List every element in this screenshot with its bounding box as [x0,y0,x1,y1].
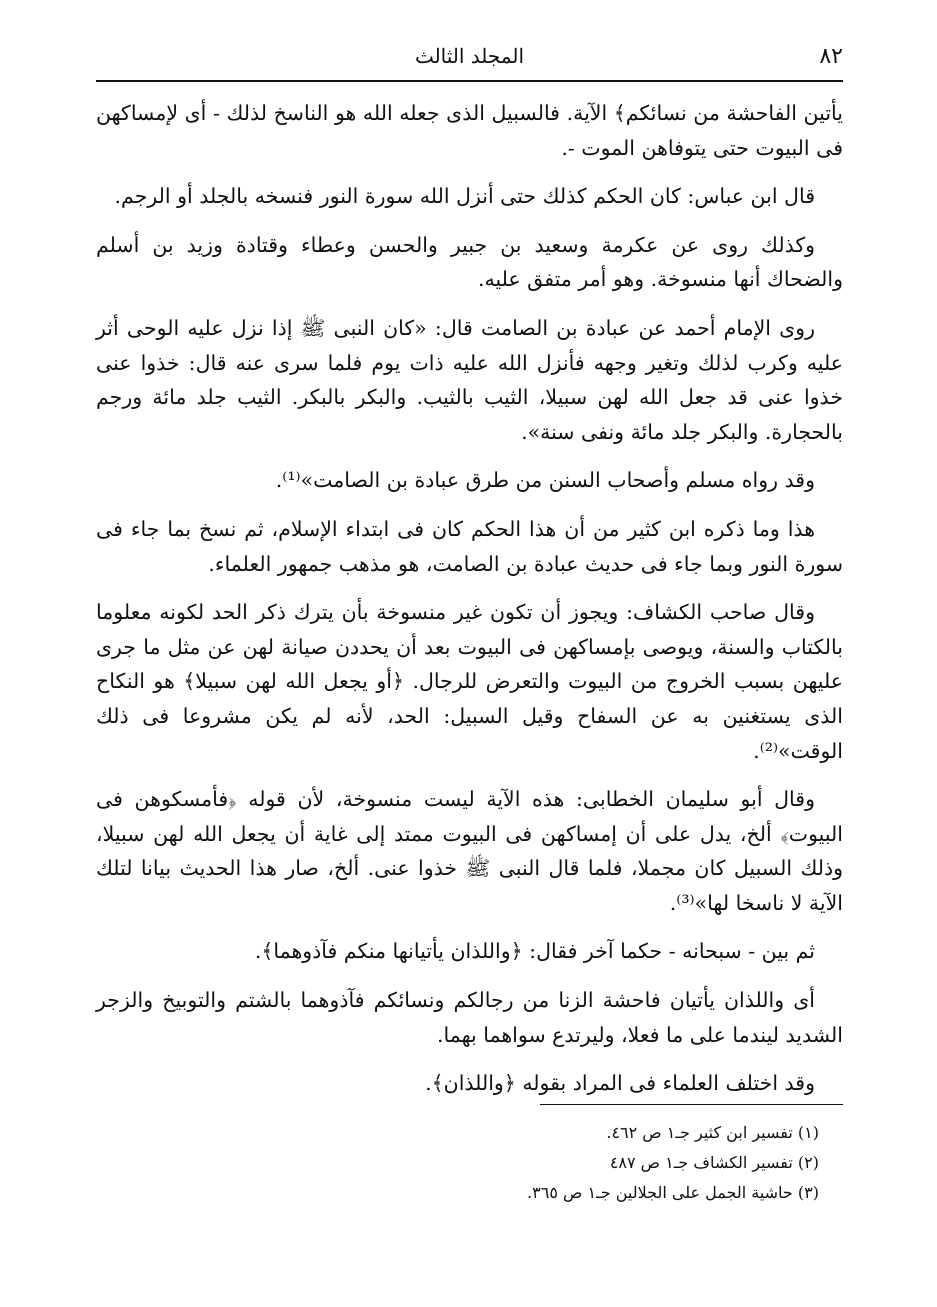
header-rule [96,80,843,82]
paragraph: روى الإمام أحمد عن عبادة بن الصامت قال: «كان النبى ﷺ إذا نزل عليه الوحى أثر عليه وكرب لذلك وتغير وجهه فأنزل الله عليه ذات يوم فلما سرى عنه قال: خذوا عنى خذوا عنى قد جعل الله لهن سبيلا، الثيب بالثيب. والبكر بالبكر. الثيب جلد مائة ورجم بالحجارة. والبكر جلد مائة ونفى سنة». [96,315,843,444]
footnotes [96,1118,819,1208]
footnote-2: (٢) تفسير الكشاف جـ١ ص ٤٨٧ [609,1153,819,1172]
paragraph: ثم بين - سبحانه - حكما آخر فقال: ﴿واللذان يأتيانها منكم فآذوهما﴾. [254,939,815,964]
page-number: ٨٢ [819,44,843,69]
paragraph: وقال صاحب الكشاف: ويجوز أن تكون غير منسوخة بأن يترك ذكر الحد لكونه معلوما بالكتاب والسنة، ويوصى بإمساكهن فى البيوت بعد أن يحددن صيانة لهن عن مثل ما جرى عليهن بسبب الخروج من البيوت والتعرض للرجال. ﴿أو يجعل الله لهن سبيلا﴾ هو النكاح الذى يستغنين به عن السفاح وقيل السبيل: الحد، لأنه لم يكن مشروعا فى ذلك الوقت»⁽²⁾. [96,600,843,763]
paragraph: أى واللذان يأتيان فاحشة الزنا من رجالكم ونسائكم فآذوهما بالشتم والتوبيخ والزجر الشديد ليندما على ما فعلا، وليرتدع سواهما بهما. [96,988,843,1047]
body-text [96,96,843,1115]
paragraph: وقد اختلف العلماء فى المراد بقوله ﴿واللذان﴾. [425,1071,815,1096]
paragraph: وقد رواه مسلم وأصحاب السنن من طرق عبادة بن الصامت»⁽¹⁾. [275,468,815,493]
paragraph: هذا وما ذكره ابن كثير من أن هذا الحكم كان فى ابتداء الإسلام، ثم نسخ بما جاء فى سورة النور وبما جاء فى حديث عبادة بن الصامت، هو مذهب جمهور العلماء. [96,516,843,576]
footnote-1: (١) تفسير ابن كثير جـ١ ص ٤٦٢. [606,1123,819,1142]
paragraph: وكذلك روى عن عكرمة وسعيد بن جبير والحسن وعطاء وقتادة وزيد بن أسلم والضحاك أنها منسوخة. وهو أمر متفق عليه. [96,232,843,292]
paragraph: وقال أبو سليمان الخطابى: هذه الآية ليست منسوخة، لأن قوله ﴿فأمسكوهن فى البيوت﴾ ألخ، يدل على أن إمساكهن فى البيوت ممتد إلى غاية أن يجعل الله لهن سبيلا، وذلك السبيل كان مجملا، فلما قال النبى ﷺ خذوا عنى. ألخ، صار هذا الحديث بيانا لتلك الآية لا ناسخا لها»⁽³⁾. [96,787,843,915]
page-header [96,40,843,76]
paragraph: يأتين الفاحشة من نسائكم﴾ الآية. فالسبيل الذى جعله الله هو الناسخ لذلك - أى لإمساكهن فى البيوت حتى يتوفاهن الموت -. [96,101,843,160]
footnote-3: (٣) حاشية الجمل على الجلالين جـ١ ص ٣٦٥. [527,1183,819,1202]
paragraph: قال ابن عباس: كان الحكم كذلك حتى أنزل الله سورة النور فنسخه بالجلد أو الرجم. [114,184,815,209]
running-title: المجلد الثالث [414,44,525,68]
footnote-rule [540,1104,843,1105]
